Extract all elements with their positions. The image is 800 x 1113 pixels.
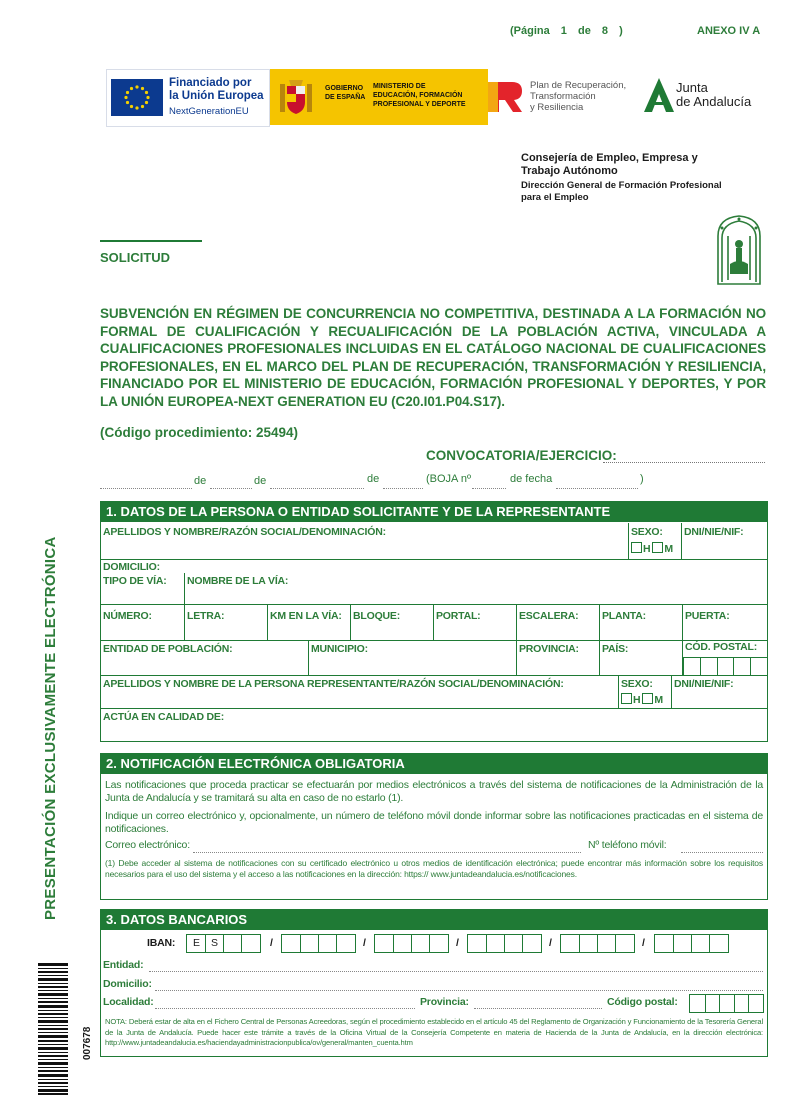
eu-funding-logo <box>106 69 270 127</box>
sexo-h-label: H <box>643 543 651 555</box>
page-of: de <box>577 25 591 37</box>
de-3: de <box>367 473 380 485</box>
gob-line-1: GOBIERNO <box>325 85 364 92</box>
notification-footnote: (1) Debe acceder al sistema de notificaciones con su certificado electrónico u otros medios de identificación electrónica; puede encontrar más información sobre los requisitos necesarios para el uso del sistema y el acceso a las notificaciones en la dirección: https:// www.juntadeandalucia.es/notificaciones. <box>105 858 763 879</box>
bank-note: NOTA: Deberá estar de alta en el Fichero Central de Personas Acreedoras, según el procedimiento establecido en el artículo 45 del Reglamento de Organización y Funcionamiento de la Tesorería General de la Junta de Andalucía. Puede hacer este trámite a través de la Oficina Virtual de la Consejería Competente en materia de Hacienda de la Junta de Andalucía, en la dirección electrónica: http://www.juntadeandalucia.es/haciendayadministracionpublica/ov/general/manten_cuenta.htm <box>105 1017 763 1047</box>
procedure-title: SUBVENCIÓN EN RÉGIMEN DE CONCURRENCIA NO COMPETITIVA, DESTINADA A LA FORMACIÓN NO FORMAL DE CUALIFICACIÓN Y RECUALIFICACIÓN DE LA POBLACIÓN ACTIVA, VINCULADA A CUALIFICACIONES PROFESIONALES INCLUIDAS EN EL CATÁLOGO NACIONAL DE CUALIFICACIONES PROFESIONALES, EN EL MARCO DEL PLAN DE RECUPERACIÓN, TRANSFORMACIÓN Y RESILIENCIA, FINANCIADO POR EL MINISTERIO DE EDUCACIÓN, FORMACIÓN PROFESIONAL Y DEPORTES, Y POR LA UNIÓN EUROPEA-NEXT GENERATION EU (C20.I01.P04.S17). <box>100 306 766 409</box>
planta-label: PLANTA: <box>602 610 646 622</box>
localidad-label: Localidad: <box>103 996 154 1008</box>
iban-group-1[interactable] <box>186 934 261 953</box>
section-3-title: 3. DATOS BANCARIOS <box>101 910 767 930</box>
spain-shield-icon <box>276 76 316 118</box>
prtr-line-3: y Resiliencia <box>530 102 584 113</box>
section-1-title: 1. DATOS DE LA PERSONA O ENTIDAD SOLICITANTE Y DE LA REPRESENTANTE <box>101 502 767 522</box>
min-line-1: MINISTERIO DE <box>373 83 426 90</box>
dni-label: DNI/NIE/NIF: <box>684 526 744 538</box>
letra-label: LETRA: <box>187 610 225 622</box>
solicitud-rule <box>100 240 202 242</box>
nombre-via-label: NOMBRE DE LA VÍA: <box>187 575 289 587</box>
bank-cp-boxes[interactable] <box>689 994 764 1013</box>
bank-domicilio-input[interactable] <box>155 990 763 991</box>
eu-text <box>169 77 264 103</box>
day-input[interactable] <box>100 488 192 489</box>
page-number: 1 <box>560 25 567 37</box>
rep-sexo-label: SEXO: <box>621 678 653 690</box>
junta-andalucia-logo <box>644 76 764 116</box>
rep-dni-label: DNI/NIE/NIF: <box>674 678 734 690</box>
puerta-label: PUERTA: <box>685 610 730 622</box>
de-1: de <box>194 475 207 487</box>
prtr-line-2: Transformación <box>530 91 596 102</box>
page-indicator <box>510 25 623 37</box>
localidad-input[interactable] <box>155 1008 415 1009</box>
domicilio-label: DOMICILIO: <box>103 561 160 573</box>
provincia-label: PROVINCIA: <box>519 643 579 655</box>
iban-slash-4: / <box>549 937 552 949</box>
representante-label: APELLIDOS Y NOMBRE DE LA PERSONA REPRESENTANTE/RAZÓN SOCIAL/DENOMINACIÓN: <box>103 678 564 690</box>
iban-group-5[interactable] <box>560 934 635 953</box>
iban-slash-2: / <box>363 937 366 949</box>
portal-label: PORTAL: <box>436 610 481 622</box>
prtr-text <box>530 80 626 113</box>
tipo-via-label: TIPO DE VÍA: <box>103 575 167 587</box>
telefono-label: Nº teléfono móvil: <box>588 839 667 851</box>
year-2-input[interactable] <box>383 488 423 489</box>
prtr-icon <box>488 80 526 114</box>
entidad-poblacion-label: ENTIDAD DE POBLACIÓN: <box>103 643 233 655</box>
sexo-label: SEXO: <box>631 526 663 538</box>
prtr-line-1: Plan de Recuperación, <box>530 80 627 91</box>
page-total: 8 <box>601 25 609 37</box>
boja-date-input[interactable] <box>556 488 638 489</box>
consejeria-line-1: Consejería de Empleo, Empresa y <box>521 152 698 164</box>
direccion-line-1: Dirección General de Formación Profesional <box>521 180 722 191</box>
cod-postal-label: CÓD. POSTAL: <box>685 641 758 653</box>
gobierno-logo <box>270 69 488 125</box>
numero-label: NÚMERO: <box>103 610 152 622</box>
iban-s: S <box>211 937 218 949</box>
de-2: de <box>254 475 267 487</box>
eu-flag-icon <box>111 79 163 116</box>
eu-line-2: la Unión Europea <box>169 90 264 102</box>
eu-line-3: NextGenerationEU <box>169 106 249 117</box>
correo-label: Correo electrónico: <box>105 839 190 851</box>
junta-line-2: de Andalucía <box>676 94 752 109</box>
barcode-number: 007678 <box>82 1026 93 1060</box>
bank-provincia-input[interactable] <box>474 1008 602 1009</box>
apellidos-label: APELLIDOS Y NOMBRE/RAZÓN SOCIAL/DENOMINACIÓN: <box>103 526 386 538</box>
min-line-3: PROFESIONAL Y DEPORTE <box>373 101 466 108</box>
iban-e: E <box>193 937 200 949</box>
boja-label: (BOJA nº <box>426 473 471 485</box>
entidad-input[interactable] <box>149 971 763 972</box>
correo-input[interactable] <box>193 852 581 853</box>
sexo-m-checkbox[interactable] <box>652 542 663 553</box>
section-applicant <box>100 501 768 742</box>
convocatoria-input[interactable] <box>603 462 765 463</box>
entidad-label: Entidad: <box>103 959 144 971</box>
rep-sexo-m-checkbox[interactable] <box>642 693 653 704</box>
gobierno-text <box>325 84 365 102</box>
procedure-code: (Código procedimiento: 25494) <box>100 425 299 440</box>
electronic-presentation-label: PRESENTACIÓN EXCLUSIVAMENTE ELECTRÓNICA <box>42 536 59 920</box>
rep-sexo-h-label: H <box>633 694 641 706</box>
year-input[interactable] <box>270 488 364 489</box>
rep-sexo-options <box>621 693 663 706</box>
consejeria-name <box>521 152 761 178</box>
iban-label: IBAN: <box>147 937 176 949</box>
direccion-general <box>521 180 761 204</box>
boja-number-input[interactable] <box>472 488 506 489</box>
iban-group-3[interactable] <box>374 934 449 953</box>
prtr-logo <box>488 74 643 120</box>
month-input[interactable] <box>210 488 252 489</box>
page-close: ) <box>619 25 623 37</box>
notification-paragraph-2: Indique un correo electrónico y, opcionalmente, un número de teléfono móvil donde informar sobre las notificaciones practicadas en el sistema de notificaciones. <box>105 810 763 835</box>
municipio-label: MUNICIPIO: <box>311 643 368 655</box>
bloque-label: BLOQUE: <box>353 610 401 622</box>
direccion-line-2: para el Empleo <box>521 192 589 203</box>
notification-paragraph-1: Las notificaciones que proceda practicar se efectuarán por medios electrónicos a través del sistema de notificaciones de la Administración de la Junta de Andalucía y se tramitará su alta en caso de no estarlo (1). <box>105 779 763 804</box>
sexo-options <box>631 542 673 555</box>
telefono-input[interactable] <box>681 852 763 853</box>
iban-slash-5: / <box>642 937 645 949</box>
section-2-title: 2. NOTIFICACIÓN ELECTRÓNICA OBLIGATORIA <box>101 754 767 774</box>
de-fecha-label: de fecha <box>510 473 553 485</box>
junta-text <box>676 81 751 109</box>
andalucia-crest-icon <box>712 214 766 288</box>
bank-cp-label: Código postal: <box>607 996 678 1008</box>
escalera-label: ESCALERA: <box>519 610 579 622</box>
gob-line-2: DE ESPAÑA <box>325 94 366 101</box>
section-bank <box>100 909 768 1057</box>
pais-label: PAÍS: <box>602 643 629 655</box>
sexo-m-label: M <box>664 543 673 555</box>
iban-group-6[interactable] <box>654 934 729 953</box>
iban-group-2[interactable] <box>281 934 356 953</box>
eu-line-1: Financiado por <box>169 77 252 89</box>
min-line-2: EDUCACIÓN, FORMACIÓN <box>373 92 463 99</box>
convocatoria-label: CONVOCATORIA/EJERCICIO: <box>426 448 617 463</box>
rep-sexo-m-label: M <box>654 694 663 706</box>
junta-icon <box>644 78 674 112</box>
bank-domicilio-label: Domicilio: <box>103 978 152 990</box>
actua-label: ACTÚA EN CALIDAD DE: <box>103 711 225 723</box>
rep-sexo-h-checkbox[interactable] <box>621 693 632 704</box>
junta-line-1: Junta <box>676 80 708 95</box>
solicitud-heading: SOLICITUD <box>100 250 171 265</box>
bank-provincia-label: Provincia: <box>420 996 469 1008</box>
page-label: (Página <box>510 25 550 37</box>
ministerio-text <box>373 82 466 109</box>
iban-group-4[interactable] <box>467 934 542 953</box>
annex-label: ANEXO IV A <box>697 25 761 37</box>
boja-close: ) <box>640 473 644 485</box>
km-label: KM EN LA VÍA: <box>270 610 342 622</box>
iban-slash-1: / <box>270 937 273 949</box>
section-notification <box>100 753 768 900</box>
sexo-h-checkbox[interactable] <box>631 542 642 553</box>
barcode-icon <box>38 963 68 1095</box>
consejeria-line-2: Trabajo Autónomo <box>521 165 618 177</box>
iban-slash-3: / <box>456 937 459 949</box>
cod-postal-boxes[interactable] <box>683 657 768 676</box>
